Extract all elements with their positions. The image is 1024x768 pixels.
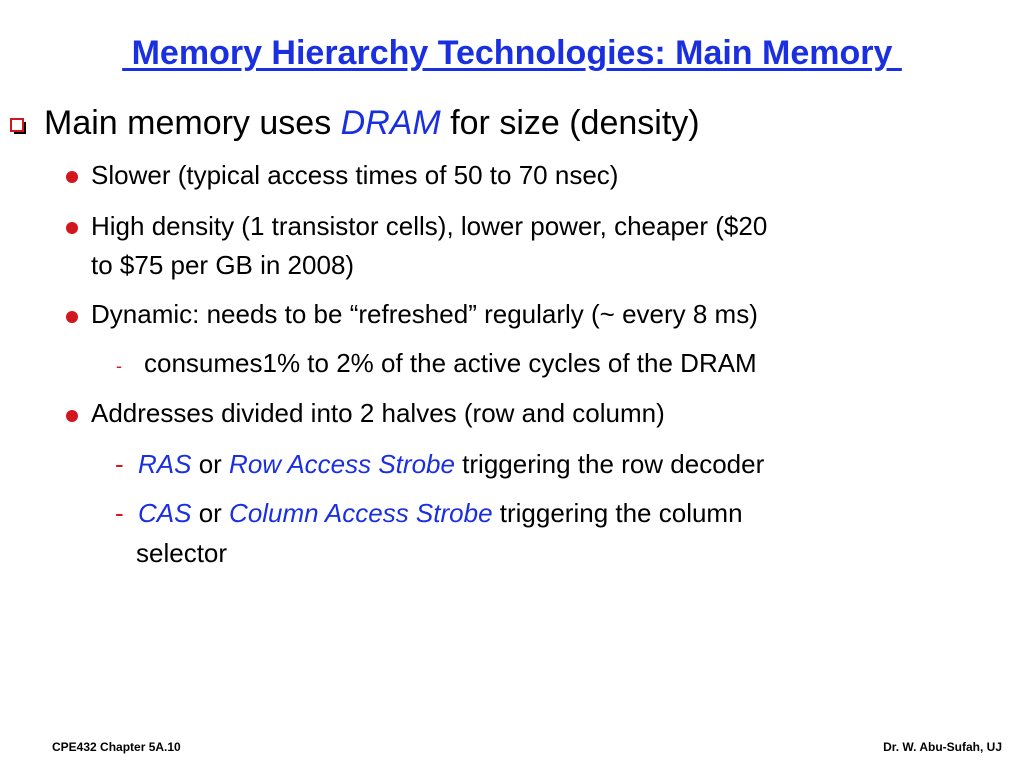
bullet-item: Dynamic: needs to be “refreshed” regularly (~ every 8 ms) bbox=[91, 299, 758, 329]
term-ras-rest: triggering the row decoder bbox=[454, 449, 765, 479]
main-point bbox=[44, 104, 700, 143]
sub-item-continuation: selector bbox=[136, 538, 228, 568]
dash-marker: - bbox=[115, 449, 124, 479]
bullet-item: Slower (typical access times of 50 to 70 nsec) bbox=[91, 160, 619, 190]
footer-course: CPE432 Chapter 5A.10 bbox=[52, 740, 181, 754]
term-cas: CAS bbox=[138, 498, 192, 528]
term-or: or bbox=[191, 498, 230, 528]
main-point-suffix: for size (density) bbox=[440, 104, 700, 142]
term-cas-rest: triggering the column bbox=[492, 498, 743, 528]
bullet-item-continuation: to $75 per GB in 2008) bbox=[91, 250, 355, 280]
slide-title bbox=[0, 34, 1024, 73]
bullet-dot-icon bbox=[66, 410, 78, 422]
bullet-item: Addresses divided into 2 halves (row and column) bbox=[91, 398, 665, 428]
dash-marker: - bbox=[116, 356, 122, 376]
term-or: or bbox=[191, 449, 230, 479]
bullet-dot-icon bbox=[66, 222, 78, 234]
square-bullet-icon bbox=[10, 118, 24, 132]
bullet-item: High density (1 transistor cells), lower power, cheaper ($20 bbox=[91, 211, 768, 241]
term-cas-expansion: Column Access Strobe bbox=[229, 498, 493, 528]
term-ras: RAS bbox=[138, 449, 192, 479]
sub-item-ras bbox=[138, 449, 764, 480]
sub-item: consumes1% to 2% of the active cycles of the DRAM bbox=[144, 348, 757, 378]
term-ras-expansion: Row Access Strobe bbox=[229, 449, 455, 479]
bullet-dot-icon bbox=[66, 171, 78, 183]
slide-title-text: Memory Hierarchy Technologies: Main Memory bbox=[122, 34, 902, 72]
bullet-dot-icon bbox=[66, 311, 78, 323]
main-point-prefix: Main memory uses bbox=[44, 104, 341, 142]
main-point-highlight: DRAM bbox=[340, 104, 441, 142]
sub-item-cas bbox=[138, 498, 743, 529]
footer-author: Dr. W. Abu-Sufah, UJ bbox=[883, 740, 1002, 754]
dash-marker: - bbox=[115, 498, 124, 528]
